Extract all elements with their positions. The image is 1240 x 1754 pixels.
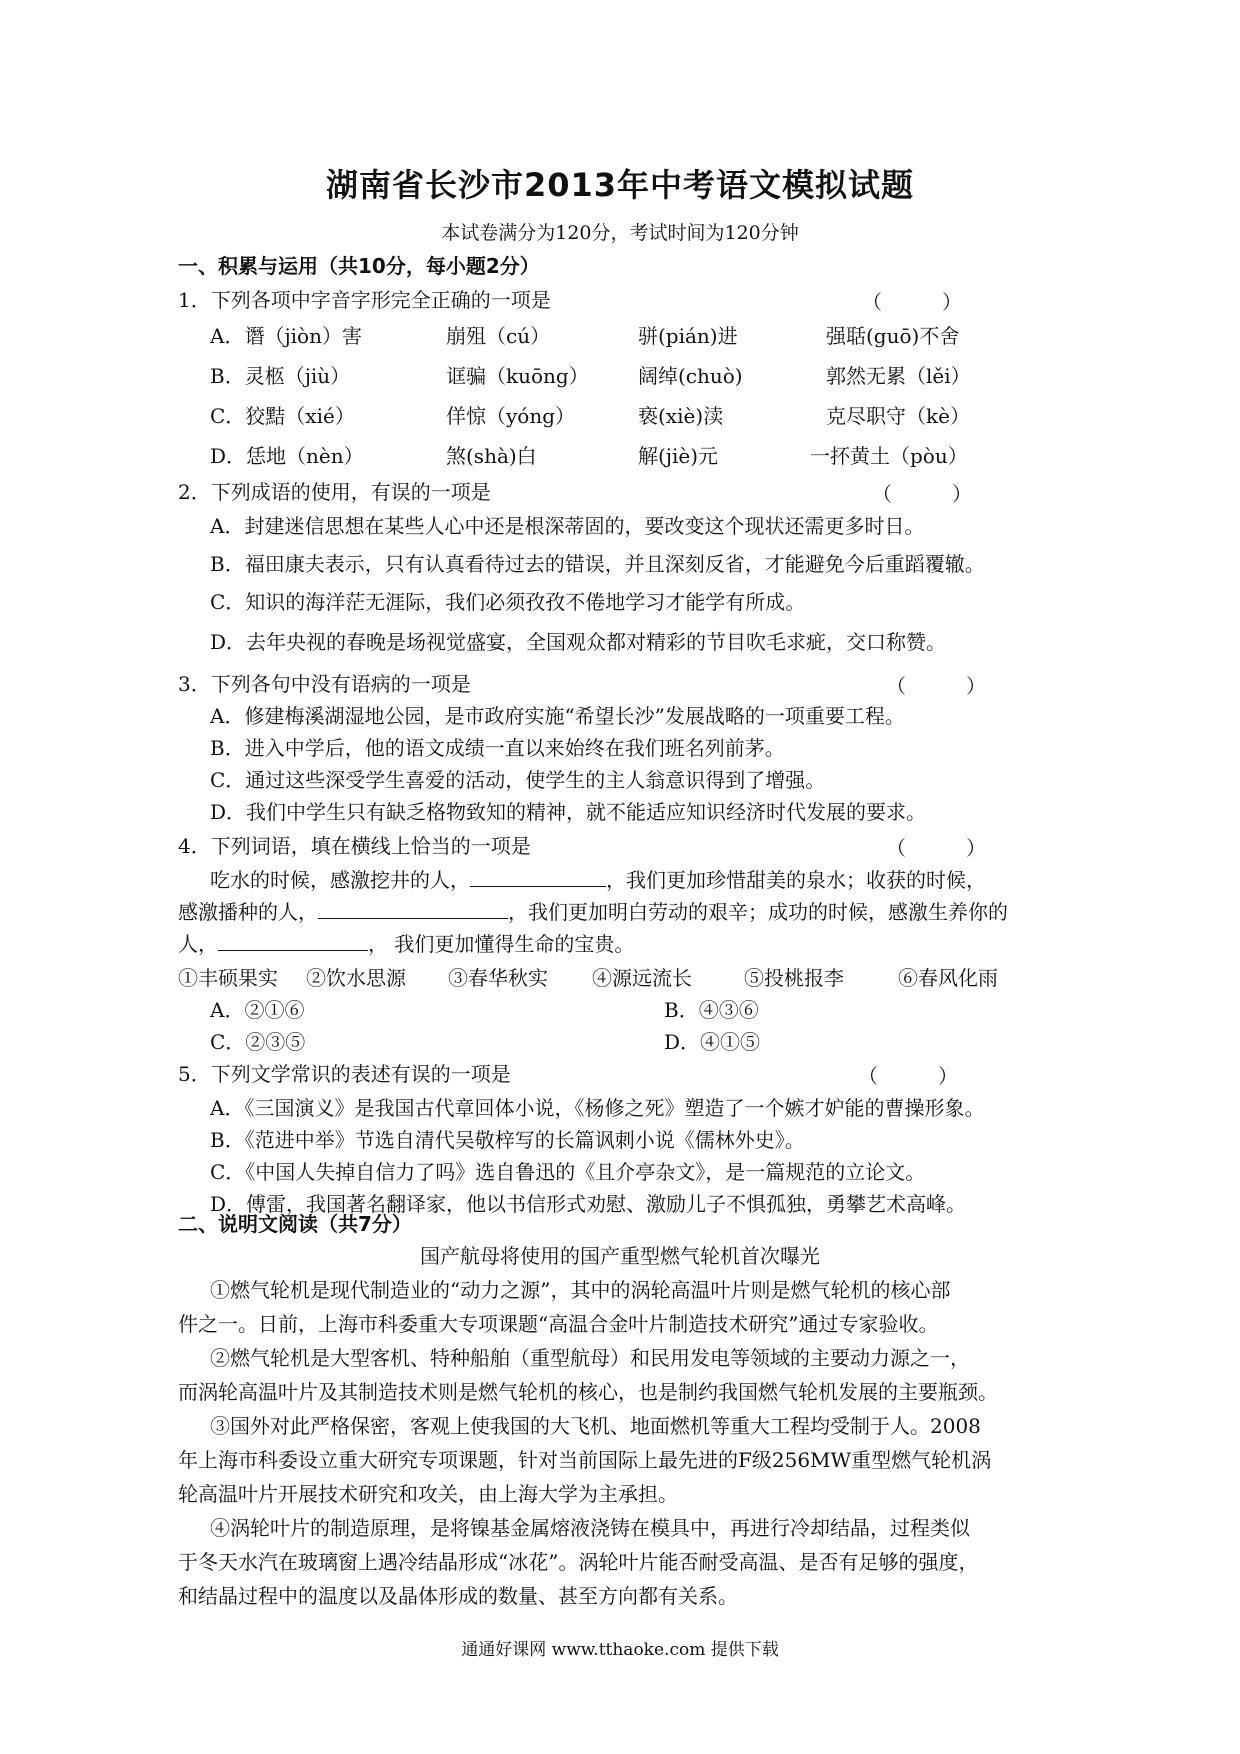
- q2-option-a: A．封建迷信思想在某些人心中还是根深蒂固的，要改变这个现状还需更多时日。: [210, 514, 925, 538]
- section2-heading: 二、说明文阅读（共7分）: [178, 1212, 412, 1236]
- q2-answer-paren: （ ）: [872, 482, 972, 506]
- q3-stem: 3．下列各句中没有语病的一项是: [178, 672, 471, 696]
- article-line-2: 件之一。日前，上海市科委重大专项课题“高温合金叶片制造技术研究”通过专家验收。: [178, 1312, 939, 1336]
- q5-option-a: A．《三国演义》是我国古代章回体小说，《杨修之死》塑造了一个嫉才妒能的曹操形象。: [210, 1096, 985, 1120]
- article-line-9: 于冬天水汽在玻璃窗上遇冷结晶形成“冰花”。涡轮叶片能否耐受高温、是否有足够的强度，: [178, 1550, 979, 1574]
- q1-option-b-3: 阔绰(chuò): [638, 364, 743, 388]
- q4-blank-1[interactable]: [470, 866, 606, 887]
- q1-option-d-1: D．恁地（nèn）: [210, 444, 364, 468]
- q4-passage-line-3: [178, 930, 634, 958]
- page-footer: 通通好课网 www.tthaoke.com 提供下载: [461, 1640, 779, 1660]
- q4-option-c: C．②③⑤: [210, 1030, 306, 1054]
- article-title: 国产航母将使用的国产重型燃气轮机首次曝光: [420, 1244, 820, 1268]
- article-line-7: 轮高温叶片开展技术研究和攻关，由上海大学为主承担。: [178, 1482, 678, 1506]
- q4-answer-paren: （ ）: [886, 836, 986, 860]
- q1-option-d-2: 煞(shà)白: [446, 444, 537, 468]
- q5-answer-paren: （ ）: [858, 1064, 958, 1088]
- q2-option-b: B．福田康夫表示，只有认真看待过去的错误，并且深刻反省，才能避免今后重蹈覆辙。: [210, 552, 985, 576]
- article-line-6: 年上海市科委设立重大研究专项课题，针对当前国际上最先进的F级256MW重型燃气轮机涡: [178, 1448, 992, 1472]
- q4-choice-4: ④源远流长: [592, 966, 692, 990]
- q4-choice-3: ③春华秋实: [448, 966, 548, 990]
- q3-option-d: D．我们中学生只有缺乏格物致知的精神，就不能适应知识经济时代发展的要求。: [210, 800, 927, 824]
- q1-option-c-1: C．狡黠（xié）: [210, 404, 355, 428]
- q5-option-d: D．傅雷，我国著名翻译家，他以书信形式劝慰、激励儿子不惧孤独，勇攀艺术高峰。: [210, 1192, 967, 1216]
- article-line-10: 和结晶过程中的温度以及晶体形成的数量、甚至方向都有关系。: [178, 1584, 738, 1608]
- q3-option-c: C．通过这些深受学生喜爱的活动，使学生的主人翁意识得到了增强。: [210, 768, 826, 792]
- q3-option-b: B．进入中学后，他的语文成绩一直以来始终在我们班名列前茅。: [210, 736, 785, 760]
- q1-option-c-4: 克尽职守（kè）: [826, 404, 970, 428]
- q4-passage-part-e: 人，: [178, 932, 218, 956]
- page-title: 湖南省长沙市2013年中考语文模拟试题: [325, 166, 915, 204]
- q4-passage-part-a: 吃水的时候，感激挖井的人，: [210, 868, 470, 892]
- q4-passage-part-c: 感激播种的人，: [178, 900, 318, 924]
- q4-passage-part-d: ，我们更加明白劳动的艰辛；成功的时候，感激生养你的: [508, 900, 1008, 924]
- q4-option-b: B．④③⑥: [664, 998, 759, 1022]
- q4-choice-2: ②饮水思源: [306, 966, 406, 990]
- q1-option-b-1: B．灵柩（jiù）: [210, 364, 351, 388]
- q1-option-d-3: 解(jiè)元: [638, 444, 719, 468]
- q4-passage-line-2: [178, 898, 1008, 926]
- q1-option-b-2: 诓骗（kuōng）: [446, 364, 589, 388]
- q1-option-c-2: 佯惊（yóng）: [446, 404, 576, 428]
- q1-option-a-2: 崩殂（cú）: [446, 324, 551, 348]
- q3-answer-paren: （ ）: [886, 674, 986, 698]
- q4-choice-6: ⑥春风化雨: [898, 966, 998, 990]
- q1-option-a-4: 强聒(guō)不舍: [826, 324, 960, 348]
- q4-passage-part-b: ，我们更加珍惜甜美的泉水；收获的时候，: [606, 868, 986, 892]
- q5-option-c: C．《中国人失掉自信力了吗》选自鲁迅的《且介亭杂文》，是一篇规范的立论文。: [210, 1160, 926, 1184]
- q5-stem: 5．下列文学常识的表述有误的一项是: [178, 1062, 511, 1086]
- q1-option-d-4: 一抔黄土（pòu）: [810, 444, 968, 468]
- q1-option-b-4: 郭然无累（lěi）: [826, 364, 971, 388]
- article-line-8: ④涡轮叶片的制造原理，是将镍基金属熔液浇铸在模具中，再进行冷却结晶，过程类似: [210, 1516, 970, 1540]
- q4-passage-line-1: [210, 866, 986, 894]
- q2-option-c: C．知识的海洋茫无涯际，我们必须孜孜不倦地学习才能学有所成。: [210, 590, 806, 614]
- article-line-1: ①燃气轮机是现代制造业的“动力之源”，其中的涡轮高温叶片则是燃气轮机的核心部: [210, 1278, 951, 1302]
- article-line-3: ②燃气轮机是大型客机、特种船舶（重型航母）和民用发电等领域的主要动力源之一，: [210, 1346, 970, 1370]
- q2-option-d: D．去年央视的春晚是场视觉盛宴，全国观众都对精彩的节目吹毛求疵，交口称赞。: [210, 630, 947, 654]
- page-subtitle: 本试卷满分为120分，考试时间为120分钟: [441, 222, 799, 244]
- q4-blank-3[interactable]: [218, 930, 368, 951]
- q1-answer-paren: （ ）: [862, 290, 962, 314]
- q4-option-d: D．④①⑤: [664, 1030, 761, 1054]
- q4-passage-part-f: ， 我们更加懂得生命的宝贵。: [368, 932, 635, 956]
- q5-option-b: B．《范进中举》节选自清代吴敬梓写的长篇讽刺小说《儒林外史》。: [210, 1128, 805, 1152]
- q4-option-a: A．②①⑥: [210, 998, 305, 1022]
- q4-choice-5: ⑤投桃报李: [744, 966, 844, 990]
- q2-stem: 2．下列成语的使用，有误的一项是: [178, 480, 491, 504]
- q3-option-a: A．修建梅溪湖湿地公园，是市政府实施“希望长沙”发展战略的一项重要工程。: [210, 704, 905, 728]
- article-line-5: ③国外对此严格保密，客观上使我国的大飞机、地面燃机等重大工程均受制于人。2008: [210, 1414, 981, 1438]
- q1-option-a-3: 骈(pián)进: [638, 324, 738, 348]
- q1-option-c-3: 亵(xiè)渎: [638, 404, 724, 428]
- q4-choice-1: ①丰硕果实: [178, 966, 278, 990]
- q1-stem: 1．下列各项中字音字形完全正确的一项是: [178, 288, 551, 312]
- q1-option-a-1: A．谮（jiòn）害: [210, 324, 362, 348]
- article-line-4: 而涡轮高温叶片及其制造技术则是燃气轮机的核心，也是制约我国燃气轮机发展的主要瓶颈。: [178, 1380, 998, 1404]
- section1-heading: 一、积累与运用（共10分，每小题2分）: [178, 254, 540, 278]
- q4-stem: 4．下列词语，填在横线上恰当的一项是: [178, 834, 531, 858]
- q4-blank-2[interactable]: [318, 898, 508, 919]
